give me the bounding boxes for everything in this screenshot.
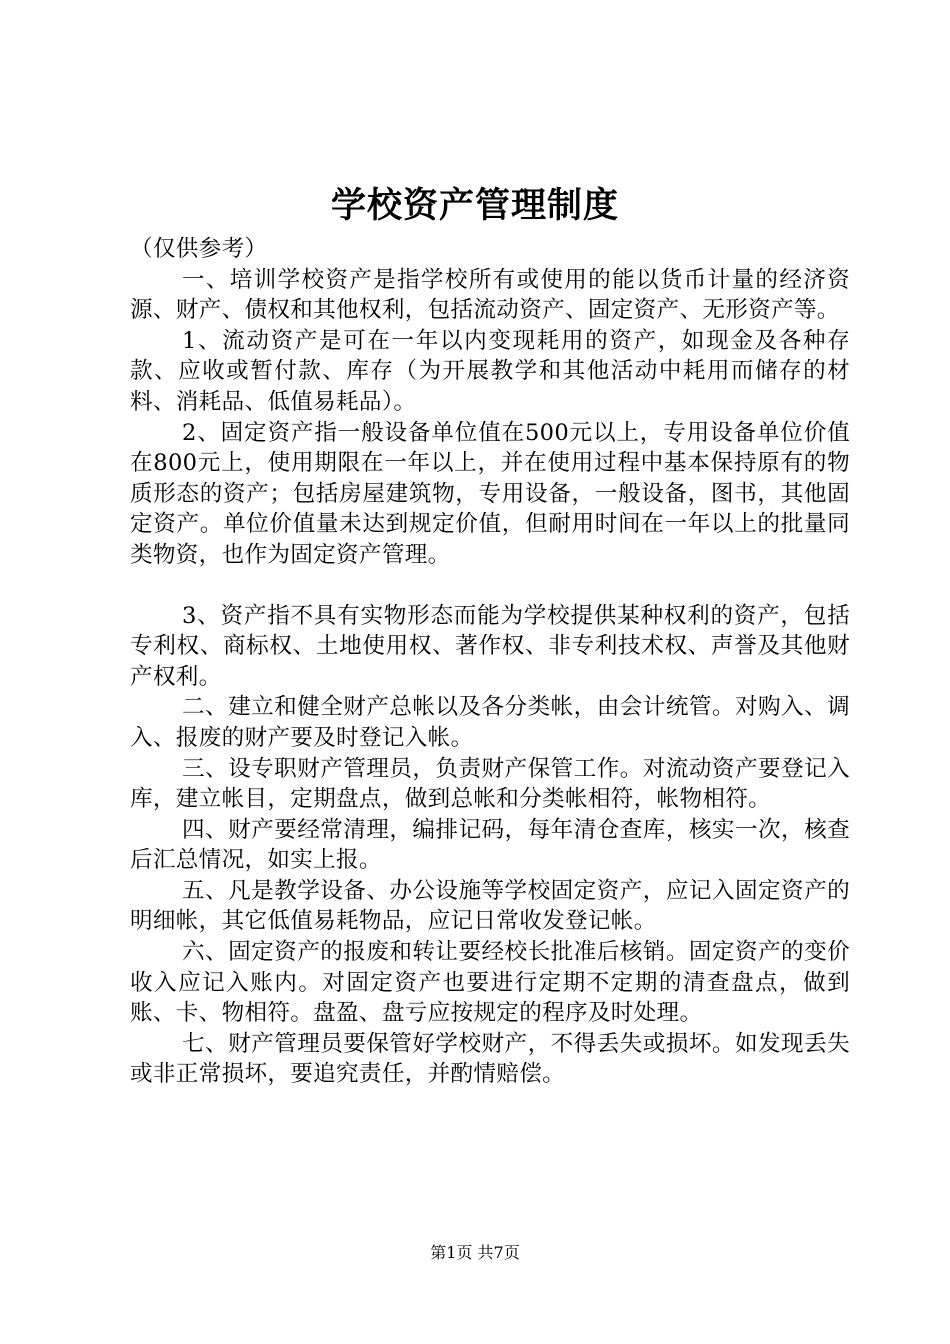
paragraph-fixed-assets: 2、固定资产指一般设备单位值在500元以上，专用设备单位价值在800元上，使用期限在一年以上，并在使用过程中基本保持原有的物质形态的资产；包括房屋建筑物，专用设备，一般设备，图书，其他固定资产。单位价值量未达到规定价值，但耐用时间在一年以上的批量同类物资，也作为固定资产管理。 [130, 419, 850, 568]
page-number: 第1页 共7页 [430, 1243, 520, 1262]
paragraph-current-assets: 1、流动资产是可在一年以内变现耗用的资产，如现金及各种存款、应收或暂付款、库存（为开展教学和其他活动中耗用而储存的材料、消耗品、低值易耗品）。 [130, 327, 850, 415]
paragraph-disposal: 六、固定资产的报废和转让要经校长批准后核销。固定资产的变价收入应记入账内。对固定资产也要进行定期不定期的清查盘点，做到账、卡、物相符。盘盈、盘亏应按规定的程序及时处理。 [130, 939, 850, 1027]
paragraph-asset-manager: 三、设专职财产管理员，负责财产保管工作。对流动资产要登记入库，建立帐目，定期盘点，做到总帐和分类帐相符，帐物相符。 [130, 755, 850, 813]
reference-note: （仅供参考） [130, 236, 268, 262]
paragraph-custody: 七、财产管理员要保管好学校财产，不得丢失或损坏。如发现丢失或非正常损坏，要追究责任，并酌情赔偿。 [130, 1030, 850, 1088]
paragraph-definition: 一、培训学校资产是指学校所有或使用的能以货币计量的经济资源、财产、债权和其他权利，包括流动资产、固定资产、无形资产等。 [130, 266, 850, 324]
paragraph-intangible-assets: 3、资产指不具有实物形态而能为学校提供某种权利的资产，包括专利权、商标权、土地使用权、著作权、非专利技术权、声誉及其他财产权利。 [130, 602, 850, 690]
paragraph-inventory-check: 四、财产要经常清理，编排记码，每年清仓查库，核实一次，核查后汇总情况，如实上报。 [130, 816, 850, 874]
document-body [130, 234, 850, 1090]
paragraph-equipment-records: 五、凡是教学设备、办公设施等学校固定资产，应记入固定资产的明细帐，其它低值易耗物品，应记日常收发登记帐。 [130, 877, 850, 935]
paragraph-ledger: 二、建立和健全财产总帐以及各分类帐，由会计统管。对购入、调入、报废的财产要及时登记入帐。 [130, 694, 850, 751]
document-title: 学校资产管理制度 [330, 185, 619, 226]
